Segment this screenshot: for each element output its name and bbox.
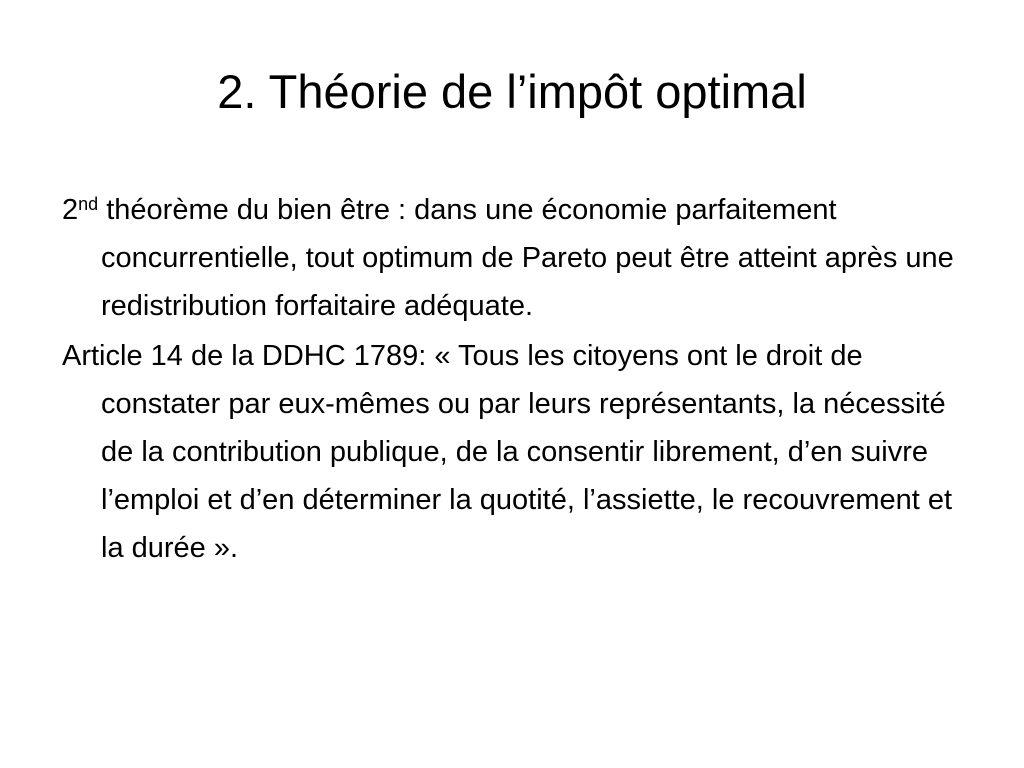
paragraph-text: Article 14 de la DDHC 1789: « Tous les citoyens ont le droit de constater par eux-mêmes ou par leurs représentants, la nécessité de la contribution publique, de la consentir librement, d’en suivre l’emploi et d’en déterminer la quotité, l’assiette, le recouvrement et la durée ». bbox=[62, 340, 953, 564]
ordinal-number: 2 bbox=[62, 194, 79, 226]
slide-body bbox=[62, 186, 962, 574]
paragraph-article-14 bbox=[62, 332, 962, 572]
paragraph-second-theorem bbox=[62, 186, 962, 330]
ordinal-superscript: nd bbox=[78, 194, 99, 214]
paragraph-text: théorème du bien être : dans une économie parfaitement concurrentielle, tout optimum de Pareto peut être atteint après une redistribution forfaitaire adéquate. bbox=[98, 194, 954, 322]
slide-title: 2. Théorie de l’impôt optimal bbox=[217, 65, 807, 118]
